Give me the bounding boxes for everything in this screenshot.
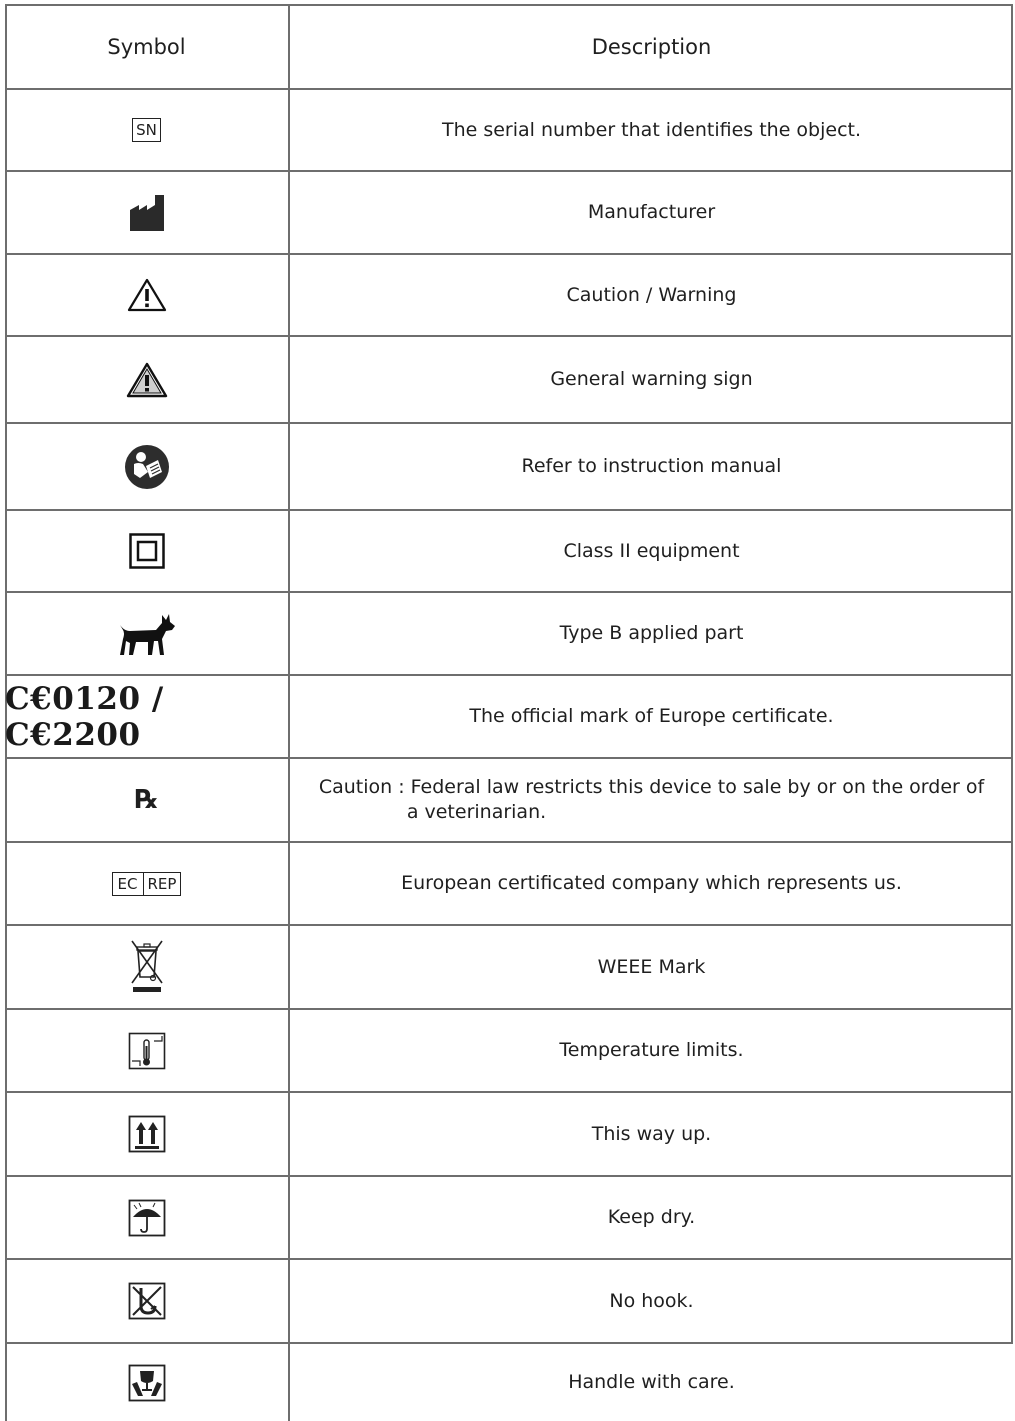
symbols-table — [5, 4, 1013, 1421]
rep-label: REP — [147, 874, 177, 893]
symbol-cell — [5, 172, 288, 253]
table-row — [5, 90, 1013, 170]
symbol-cell — [5, 1093, 288, 1175]
temperature-icon — [128, 1032, 166, 1070]
table-row — [5, 676, 1013, 757]
table-header — [5, 6, 1013, 88]
table-row — [5, 1344, 1013, 1421]
description-cell — [290, 759, 1013, 841]
description-cell: No hook. — [609, 1289, 694, 1312]
manual-icon — [124, 444, 170, 490]
fragile-icon — [128, 1364, 166, 1402]
no-hook-icon — [128, 1282, 166, 1320]
symbol-cell — [5, 593, 288, 674]
description-cell: The official mark of Europe certificate. — [469, 705, 834, 727]
description-text — [319, 775, 984, 825]
umbrella-icon — [128, 1199, 166, 1237]
symbol-cell — [5, 676, 288, 757]
description-cell: Temperature limits. — [559, 1039, 744, 1061]
description-cell: European certificated company which represents us. — [401, 872, 902, 894]
table-row — [5, 255, 1013, 335]
table-row — [5, 593, 1013, 674]
table-row — [5, 337, 1013, 422]
description-cell: Keep dry. — [607, 1206, 696, 1228]
dog-icon — [118, 611, 176, 657]
symbol-header: Symbol — [107, 35, 186, 59]
symbol-cell — [5, 1260, 288, 1342]
description-cell: Refer to instruction manual — [521, 455, 782, 477]
table-row — [5, 759, 1013, 841]
weee-icon — [129, 939, 165, 995]
table-row — [5, 424, 1013, 509]
table-row — [5, 843, 1013, 924]
class2-icon — [129, 533, 165, 569]
table-row — [5, 1260, 1013, 1342]
description-cell: The serial number that identifies the object. — [441, 118, 862, 141]
description-cell: Manufacturer — [587, 201, 716, 223]
description-header: Description — [591, 34, 712, 59]
table-row — [5, 1177, 1013, 1258]
table-row — [5, 172, 1013, 253]
table-row — [5, 511, 1013, 591]
this-way-up-icon — [128, 1115, 166, 1153]
symbol-cell — [5, 255, 288, 335]
general-warning-icon — [126, 362, 168, 398]
symbol-cell — [5, 424, 288, 509]
description-cell: Handle with care. — [568, 1371, 735, 1393]
symbol-cell — [5, 337, 288, 422]
description-line: a veterinarian. — [406, 801, 547, 823]
description-line: Caution : Federal law restricts this device to sale by or on the order of — [318, 776, 985, 798]
rx-icon: ℞ — [134, 785, 159, 815]
sn-icon: SN — [132, 118, 161, 142]
symbol-cell — [5, 1177, 288, 1258]
symbol-cell — [5, 511, 288, 591]
ce-mark: C€0120 / C€2200 — [5, 680, 164, 753]
description-cell: WEEE Mark — [597, 955, 706, 978]
table-row — [5, 926, 1013, 1008]
description-cell: This way up. — [591, 1122, 712, 1145]
symbol-cell — [5, 926, 288, 1008]
description-cell: Caution / Warning — [566, 283, 737, 306]
description-cell: General warning sign — [550, 368, 753, 390]
symbol-cell — [5, 90, 288, 170]
factory-icon — [129, 194, 165, 232]
ec-label: EC — [113, 873, 144, 895]
symbol-cell — [5, 1010, 288, 1091]
table-row — [5, 1093, 1013, 1175]
symbol-cell — [5, 1344, 288, 1421]
description-cell: Class II equipment — [563, 539, 740, 562]
symbol-cell — [5, 759, 288, 841]
caution-triangle-icon — [127, 278, 167, 312]
ec-rep-icon — [112, 872, 182, 896]
description-cell: Type B applied part — [559, 622, 744, 644]
symbol-cell — [5, 843, 288, 924]
table-row — [5, 1010, 1013, 1091]
